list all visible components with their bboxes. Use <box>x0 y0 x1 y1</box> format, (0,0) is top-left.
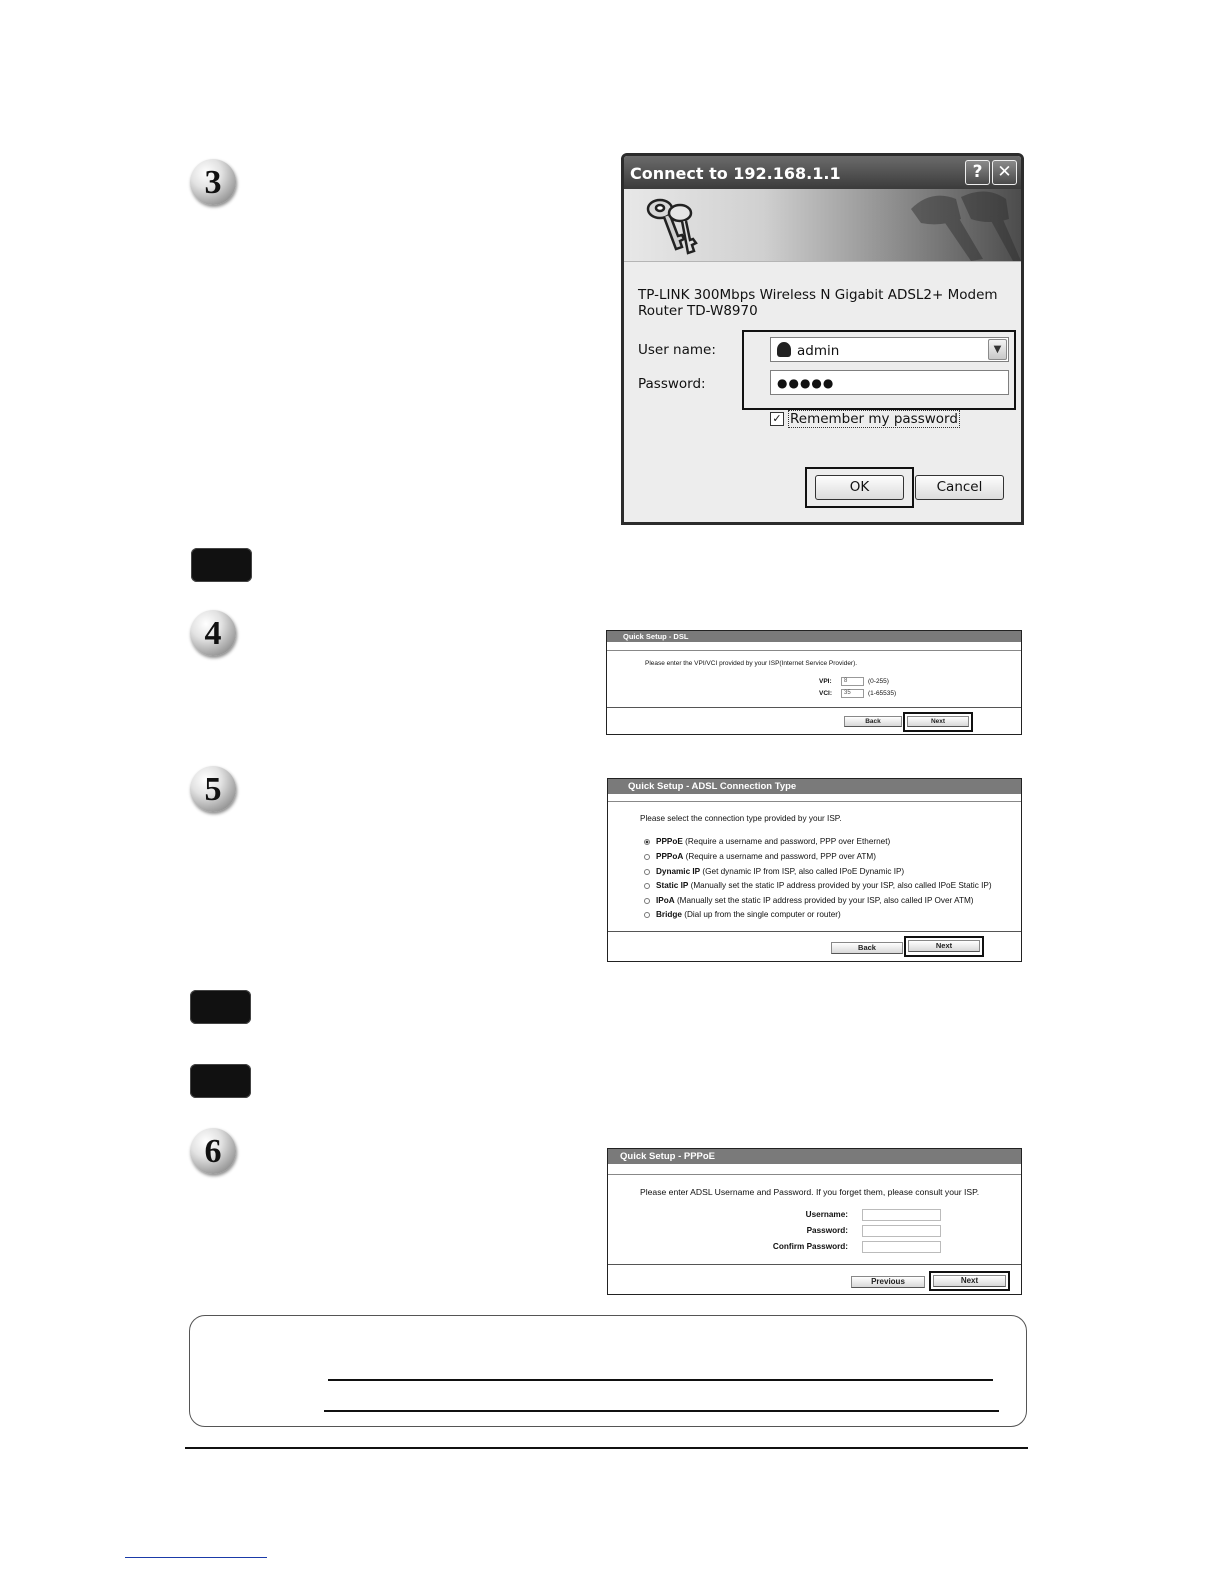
username-label: User name: <box>638 342 716 358</box>
radio-button[interactable] <box>644 883 650 889</box>
help-button[interactable] <box>965 160 990 185</box>
device-description: TP-LINK 300Mbps Wireless N Gigabit ADSL2+ Modem Router TD-W8970 <box>638 287 998 319</box>
radio-button[interactable] <box>644 912 650 918</box>
password-input[interactable] <box>862 1225 941 1237</box>
panel-title: Quick Setup - ADSL Connection Type <box>608 779 1021 794</box>
panel-instruction: Please enter the VPI/VCI provided by your ISP(Internet Service Provider). <box>645 660 858 667</box>
radio-button[interactable] <box>644 898 650 904</box>
ok-button[interactable]: OK <box>815 475 904 500</box>
vpi-label: VPI: <box>819 678 832 685</box>
password-field[interactable]: ●●●●● <box>770 370 1009 395</box>
blank-line <box>328 1379 993 1381</box>
keys-icon <box>638 191 708 259</box>
cancel-button[interactable]: Cancel <box>915 475 1004 500</box>
dialog-banner <box>624 189 1021 262</box>
remember-checkbox[interactable]: ✓ <box>770 412 784 426</box>
confirm-password-input[interactable] <box>862 1241 941 1253</box>
note-tag <box>191 548 252 582</box>
username-input[interactable] <box>862 1209 941 1221</box>
tip-tag <box>190 1064 251 1098</box>
radio-button[interactable] <box>644 854 650 860</box>
close-button[interactable] <box>992 160 1017 185</box>
radio-option-pppoa[interactable]: PPPoA (Require a username and password, PPP over ATM) <box>644 852 876 861</box>
panel-title: Quick Setup - DSL <box>607 631 1021 642</box>
remember-label[interactable]: Remember my password <box>790 411 958 427</box>
dialog-title: Connect to 192.168.1.1 <box>630 164 841 183</box>
vpi-range: (0-255) <box>868 678 889 685</box>
close-icon: ✕ <box>997 162 1012 182</box>
panel-title: Quick Setup - PPPoE <box>608 1149 1021 1164</box>
username-label: Username: <box>805 1210 848 1219</box>
panel-instruction: Please enter ADSL Username and Password. If you forget them, please consult your ISP. <box>640 1187 980 1197</box>
password-label: Password: <box>638 376 706 392</box>
radio-option-bridge[interactable]: Bridge (Dial up from the single computer or router) <box>644 910 841 919</box>
dialog-title-bar <box>624 156 1021 189</box>
vci-label: VCI: <box>819 690 832 697</box>
username-value: admin <box>797 343 840 359</box>
vci-input[interactable]: 35 <box>841 689 864 698</box>
help-icon: ? <box>972 162 983 182</box>
page-divider <box>185 1447 1028 1449</box>
step-number-3: 3 <box>190 159 236 205</box>
next-button[interactable]: Next <box>907 716 969 727</box>
quick-setup-connection-type-panel <box>607 778 1022 962</box>
radio-button[interactable] <box>644 869 650 875</box>
previous-button[interactable]: Previous <box>851 1276 925 1288</box>
step-number-6: 6 <box>190 1128 236 1174</box>
note-tag <box>190 990 251 1024</box>
login-dialog <box>621 153 1024 525</box>
panel-instruction: Please select the connection type provided by your ISP. <box>640 814 842 823</box>
step-number-5: 5 <box>190 766 236 812</box>
radio-option-dynamic-ip[interactable]: Dynamic IP (Get dynamic IP from ISP, also called IPoE Dynamic IP) <box>644 867 904 876</box>
radio-option-ipoa[interactable]: IPoA (Manually set the static IP address provided by your ISP, also called IP Over ATM) <box>644 896 974 905</box>
keys-watermark-icon <box>901 189 1021 261</box>
next-button[interactable]: Next <box>933 1275 1006 1287</box>
next-button[interactable]: Next <box>908 940 980 952</box>
credentials-highlight <box>742 330 1016 410</box>
vci-range: (1-65535) <box>868 690 897 697</box>
password-label: Password: <box>806 1226 848 1235</box>
quick-setup-dsl-panel <box>606 630 1022 735</box>
radio-option-static-ip[interactable]: Static IP (Manually set the static IP address provided by your ISP, also called IPoE Static IP) <box>644 881 992 890</box>
blank-line <box>324 1410 999 1412</box>
chevron-down-icon[interactable]: ▼ <box>988 339 1007 360</box>
footer-link-underline[interactable] <box>125 1557 267 1558</box>
confirm-password-label: Confirm Password: <box>772 1242 848 1251</box>
radio-option-pppoe[interactable]: PPPoE (Require a username and password, PPP over Ethernet) <box>644 837 890 846</box>
step-number-4: 4 <box>190 610 236 656</box>
back-button[interactable]: Back <box>831 942 903 954</box>
quick-setup-pppoe-panel <box>607 1148 1022 1295</box>
radio-button[interactable] <box>644 839 650 845</box>
vpi-input[interactable]: 8 <box>841 677 864 686</box>
back-button[interactable]: Back <box>844 716 902 727</box>
dialog-body <box>624 262 1021 522</box>
